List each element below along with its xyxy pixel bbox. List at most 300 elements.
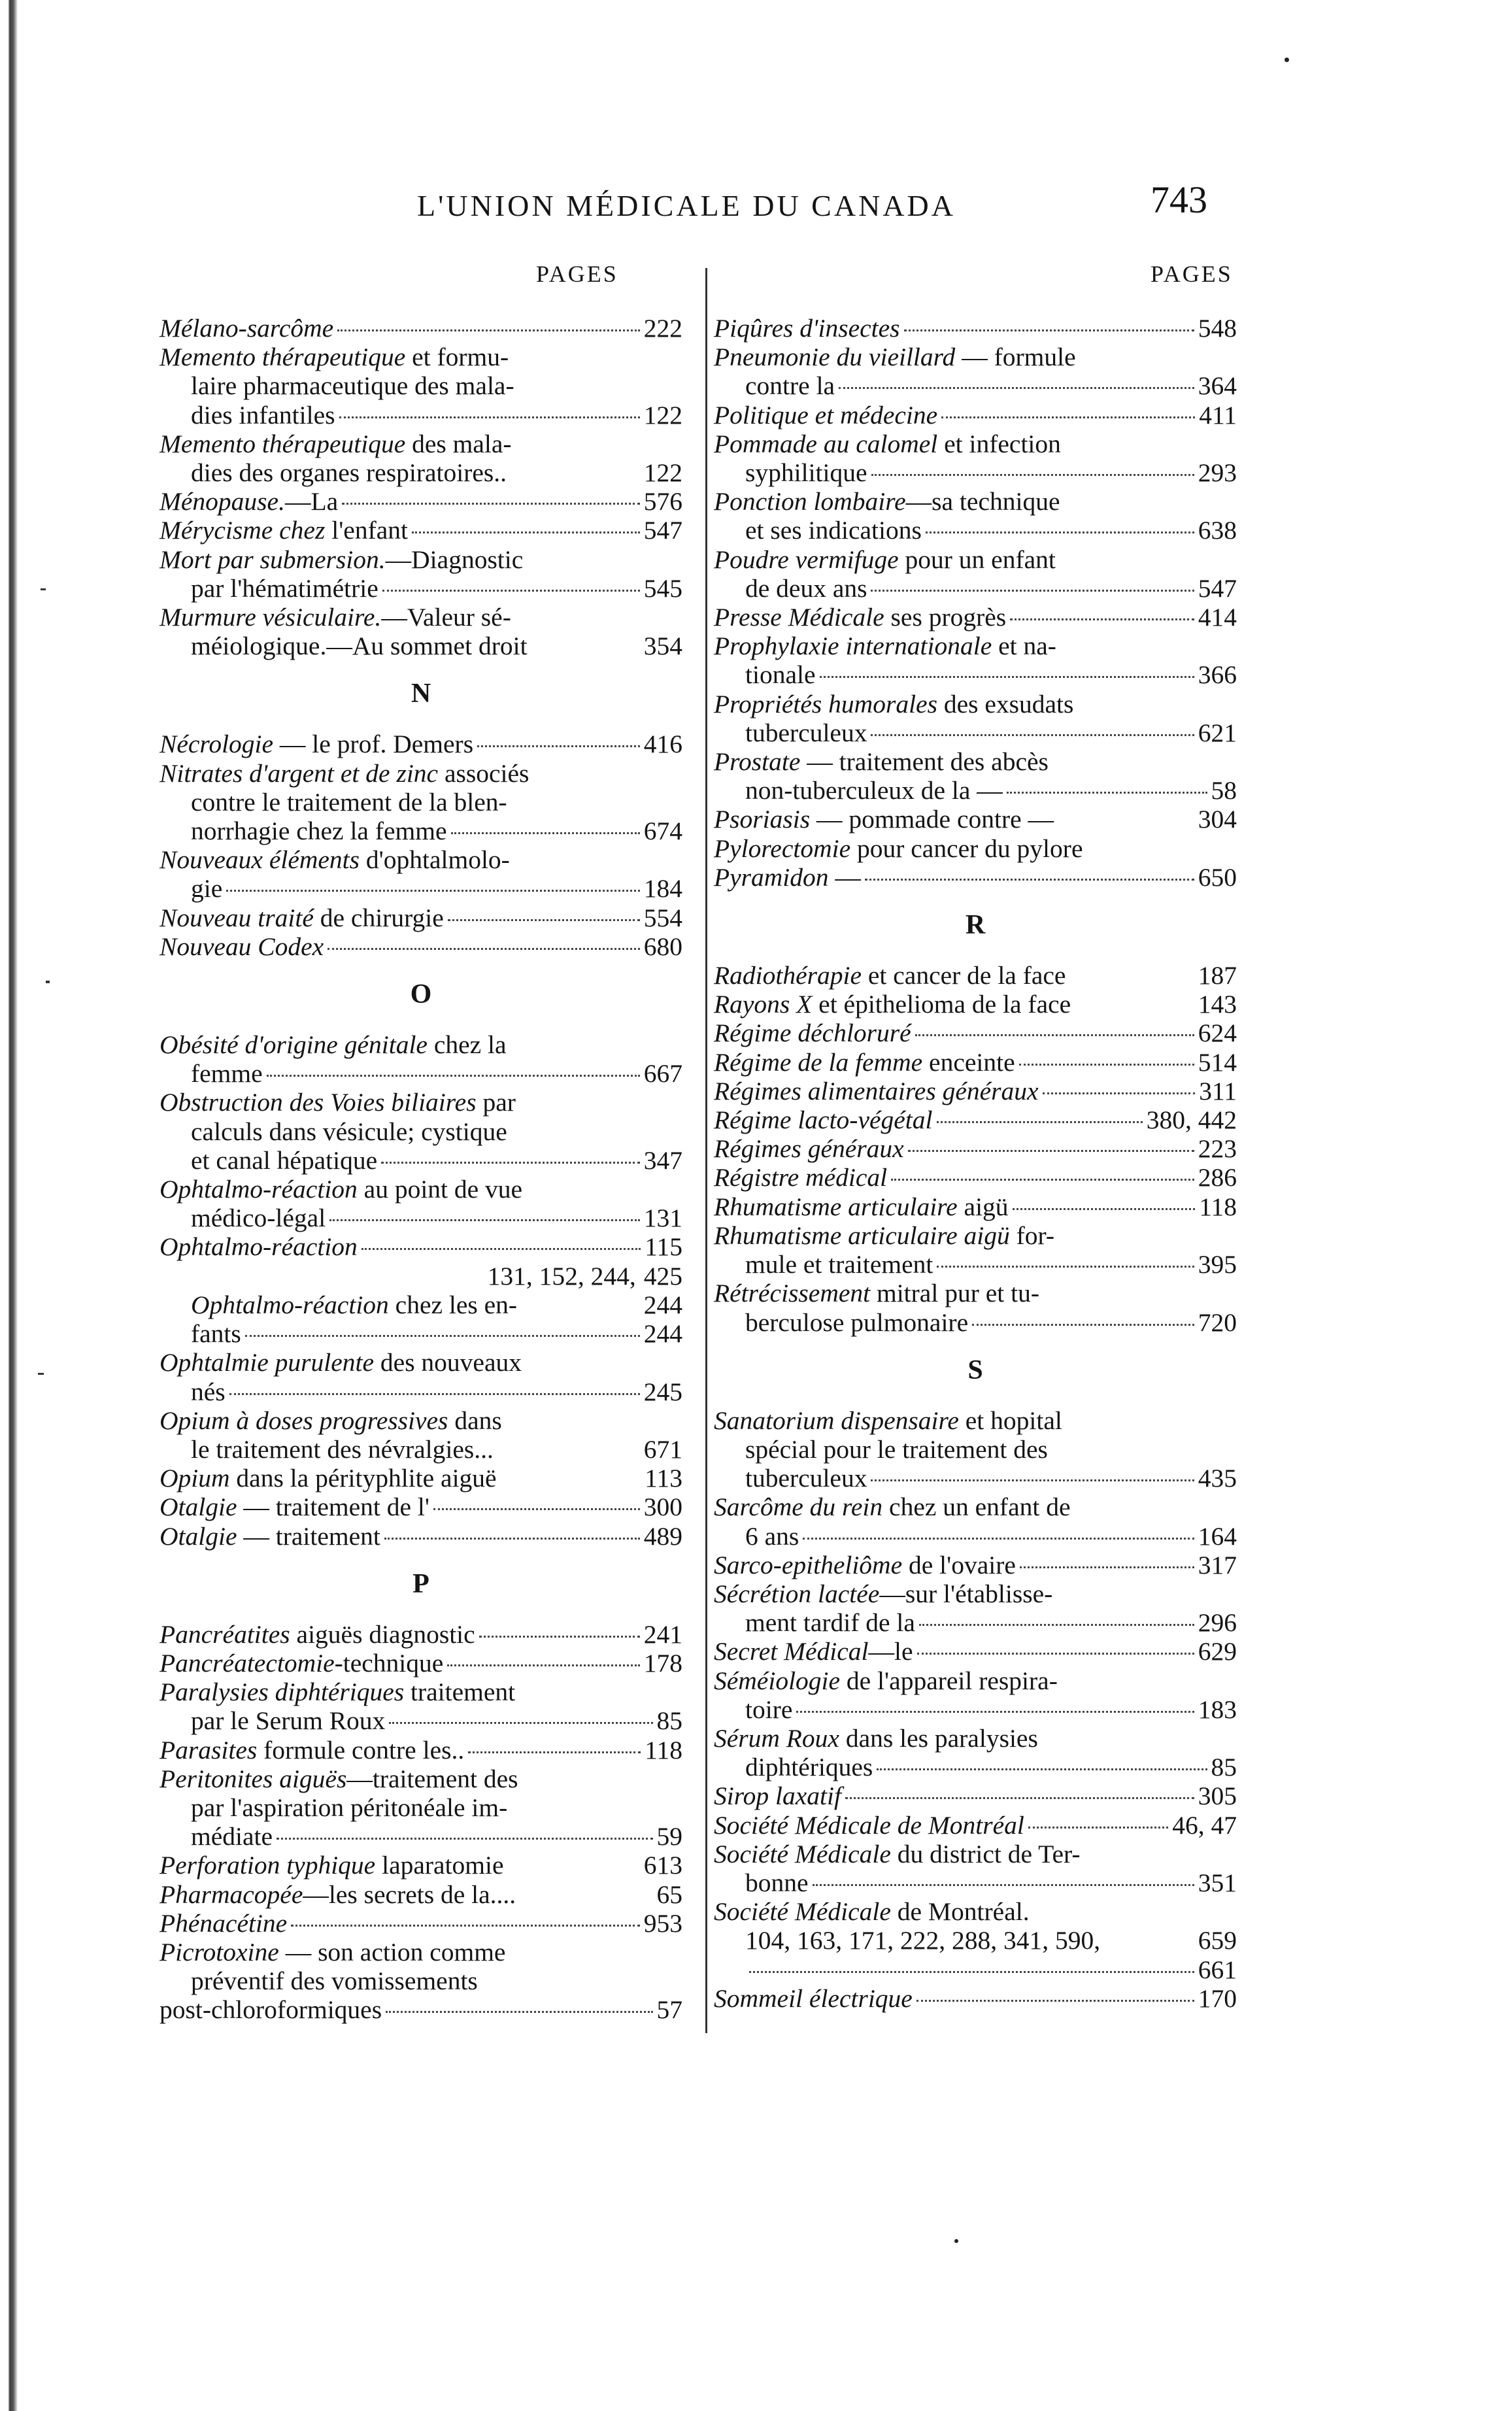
column-divider [705, 268, 707, 2033]
entry-description: chez la [427, 1030, 507, 1060]
entry-text [714, 314, 900, 343]
page-reference: 118 [1199, 1192, 1237, 1221]
index-entry [160, 1995, 682, 2024]
page-reference: 380, 442 [1146, 1105, 1237, 1135]
entry-text [714, 430, 1061, 458]
entry-continuation [160, 632, 682, 660]
entry-text [160, 1620, 475, 1649]
dot-leader [386, 2011, 652, 2013]
page-reference: 115 [645, 1232, 682, 1262]
entry-continuation [160, 1117, 682, 1146]
entry-term: Régistre médical [714, 1163, 888, 1192]
entry-term: Peritonites aiguës [160, 1764, 347, 1793]
entry-continuation [714, 1522, 1237, 1551]
page-reference: 223 [1198, 1134, 1237, 1164]
entry-description: pour un enfant [898, 545, 1056, 574]
dot-leader [337, 329, 640, 331]
entry-text [714, 1163, 887, 1192]
page-reference: 85 [1211, 1753, 1237, 1782]
index-entry [714, 990, 1237, 1019]
dot-leader [891, 1179, 1194, 1181]
entry-term: Rhumatisme articulaire [714, 1192, 958, 1221]
entry-term: Mérycisme chez [160, 516, 326, 545]
continuation-text: 104, 163, 171, 222, 288, 341, 590, [745, 1926, 1101, 1955]
continuation-text: dies infantiles [191, 400, 335, 430]
index-entry [160, 1736, 682, 1764]
continuation-text: par l'aspiration péritonéale im- [191, 1793, 508, 1822]
entry-text [160, 1348, 522, 1377]
entry-text [714, 1579, 1052, 1608]
continuation-text: médico-légal [191, 1204, 326, 1233]
dot-leader [917, 1653, 1194, 1655]
entry-text [160, 1678, 515, 1706]
entry-text [160, 730, 473, 758]
dot-leader [820, 676, 1194, 678]
index-entry [160, 545, 682, 574]
entry-term: Mélano-sarcôme [160, 314, 334, 343]
page-reference: 347 [643, 1145, 682, 1175]
page-reference: 624 [1198, 1019, 1237, 1048]
continuation-text: de deux ans [745, 573, 867, 603]
entry-continuation [160, 371, 682, 400]
index-entry [160, 1764, 682, 1793]
continuation-text: par le Serum Roux [191, 1706, 386, 1736]
page-reference: 244 [643, 1290, 682, 1319]
continuation-text: bonne [745, 1868, 809, 1897]
continuation-text: nés [191, 1377, 226, 1406]
entry-continuation [714, 1955, 1237, 1984]
left-column-heading: PAGES [536, 261, 618, 287]
entry-description: par [476, 1088, 516, 1117]
entry-term: Perforation typhique [160, 1851, 376, 1880]
entry-description: chez un enfant de [882, 1492, 1071, 1522]
entry-continuation [160, 1319, 682, 1348]
index-entry [714, 430, 1237, 458]
entry-term: Régime de la femme [714, 1047, 923, 1077]
page-reference: 720 [1198, 1307, 1237, 1337]
dot-leader [877, 1768, 1207, 1770]
entry-term: Paralysies diphtériques [160, 1678, 405, 1707]
page-reference: 178 [643, 1648, 682, 1678]
page-reference: 411 [1199, 400, 1237, 430]
index-entry [714, 834, 1237, 863]
index-entry [160, 1678, 682, 1706]
index-entry [160, 1088, 682, 1117]
entry-term: Phénacétine [160, 1908, 288, 1938]
continuation-text: médiate [191, 1822, 273, 1851]
entry-term: Presse Médicale [714, 603, 884, 632]
index-entry [714, 690, 1237, 718]
index-entry [160, 903, 682, 932]
dot-leader [229, 1393, 640, 1395]
entry-text [714, 990, 1071, 1019]
entry-term: Sanatorium dispensaire [714, 1406, 959, 1435]
entry-description: for- [1009, 1221, 1055, 1250]
entry-continuation [714, 660, 1237, 689]
dot-leader [1020, 1566, 1194, 1568]
index-entry [160, 730, 682, 758]
index-entry [160, 1406, 682, 1435]
entry-text [160, 603, 511, 632]
entry-description: —sur l'établisse- [879, 1579, 1053, 1608]
index-entry [714, 863, 1237, 892]
index-entry [160, 1030, 682, 1059]
dot-leader [871, 474, 1194, 476]
entry-text [160, 1175, 522, 1204]
entry-description: associés [438, 758, 529, 788]
entry-term: Picrotoxine [160, 1937, 279, 1966]
entry-description: laparatomie [375, 1851, 504, 1880]
entry-text [160, 1492, 429, 1521]
entry-text [160, 1764, 518, 1793]
entry-description: de l'ovaire [902, 1550, 1016, 1579]
index-entry [714, 545, 1237, 574]
entry-text [714, 1048, 1015, 1077]
continuation-text: mule et traitement [745, 1250, 933, 1279]
entry-term: Propriétés humorales [714, 689, 937, 718]
entry-description: et hopital [958, 1406, 1062, 1435]
dot-leader [904, 329, 1194, 331]
dot-leader [941, 416, 1195, 418]
entry-text [160, 1030, 507, 1059]
page-reference: 143 [1198, 990, 1237, 1019]
dot-leader [839, 387, 1194, 389]
entry-term: Nouveaux éléments [160, 845, 360, 875]
entry-text [160, 1088, 516, 1117]
dot-leader [479, 1636, 640, 1638]
entry-text [714, 1551, 1016, 1579]
entry-description: des mala- [405, 429, 512, 458]
page-reference: 650 [1198, 862, 1237, 892]
entry-continuation [714, 1926, 1237, 1955]
entry-description: —traitement des [346, 1764, 518, 1793]
entry-term: Politique et médecine [714, 400, 938, 430]
dot-leader [361, 1248, 641, 1250]
continuation-text: et ses indications [745, 516, 922, 545]
entry-text [714, 343, 1076, 371]
page-reference: 547 [1198, 573, 1237, 603]
continuation-text: fants [191, 1319, 241, 1349]
page-reference: 170 [1198, 1983, 1237, 2013]
entry-description: —Diagnostic [385, 545, 524, 574]
page-reference: 674 [643, 817, 682, 846]
entry-text [160, 1522, 380, 1551]
entry-text [714, 747, 1049, 776]
entry-text [714, 1406, 1062, 1435]
entry-term: Rhumatisme articulaire aigü [714, 1221, 1010, 1250]
index-entry [714, 603, 1237, 632]
entry-continuation [714, 574, 1237, 603]
index-entry [714, 1551, 1237, 1579]
entry-text [160, 430, 512, 458]
section-letter: S [967, 1355, 983, 1385]
dot-leader [915, 1034, 1194, 1036]
entry-term: Régime lacto-végétal [714, 1105, 933, 1135]
dot-leader [291, 1925, 640, 1927]
entry-text [714, 1724, 1038, 1753]
dot-leader [226, 890, 639, 892]
entry-term: Pneumonie du vieillard [714, 343, 956, 372]
continuation-text: syphilitique [745, 458, 867, 488]
entry-term: Memento thérapeutique [160, 429, 406, 458]
index-entry [160, 1851, 682, 1880]
entry-text [160, 1995, 382, 2024]
page-reference: 354 [643, 632, 682, 661]
dot-leader [926, 531, 1194, 533]
page-reference: 187 [1198, 961, 1237, 990]
entry-continuation [714, 1868, 1237, 1897]
entry-description: dans la pérityphlite aiguë [229, 1464, 497, 1493]
dot-leader [908, 1150, 1194, 1152]
index-entry [714, 1897, 1237, 1926]
index-entry [714, 1637, 1237, 1666]
page-speck [1285, 58, 1289, 62]
entry-term: Memento thérapeutique [160, 343, 406, 372]
page-reference: 293 [1198, 458, 1237, 488]
index-entry [714, 1221, 1237, 1250]
dot-leader [328, 948, 640, 950]
entry-text [160, 343, 509, 371]
index-entry [714, 1984, 1237, 2013]
page-reference: 661 [1198, 1955, 1237, 1984]
entry-text [160, 1232, 358, 1261]
entry-continuation [714, 1608, 1237, 1637]
entry-text [714, 545, 1056, 574]
index-entry [160, 932, 682, 961]
page-reference: 366 [1198, 660, 1237, 690]
entry-description: —le [868, 1637, 913, 1666]
entry-description: — [828, 862, 861, 892]
page-reference: 638 [1198, 516, 1237, 545]
entry-term: Obésité d'origine génitale [160, 1030, 428, 1060]
page-reference: 305 [1198, 1781, 1237, 1811]
page-reference: 85 [656, 1706, 682, 1736]
section-letter: R [965, 910, 986, 941]
entry-text [714, 1105, 933, 1134]
dot-leader [916, 2000, 1194, 2002]
entry-text [714, 1984, 913, 2013]
entry-description: du district de Ter- [890, 1839, 1081, 1868]
index-entry [160, 516, 682, 545]
entry-term: Murmure vésiculaire. [160, 603, 382, 632]
index-entry [160, 1232, 682, 1261]
index-entry [714, 632, 1237, 660]
entry-term: Sarco-epitheliôme [714, 1550, 903, 1579]
continuation-text: contre le traitement de la blen- [191, 787, 507, 817]
dot-leader [339, 416, 640, 418]
page-reference: 296 [1198, 1608, 1237, 1638]
dot-leader [972, 1324, 1194, 1326]
entry-term: Opium à doses progressives [160, 1406, 448, 1435]
entry-term: Nitrates d'argent et de zinc [160, 758, 439, 788]
page-reference: 122 [643, 458, 682, 488]
entry-description: des exsudats [937, 689, 1074, 718]
page-reference: 304 [1198, 805, 1237, 834]
page-reference: 364 [1198, 371, 1237, 401]
page-reference: 164 [1198, 1521, 1237, 1551]
entry-term: Rayons X [714, 990, 813, 1019]
entry-text [714, 1492, 1071, 1521]
dot-leader [796, 1711, 1194, 1713]
index-entry [714, 1077, 1237, 1105]
entry-text [714, 834, 1083, 863]
section-letter: N [411, 679, 431, 709]
entry-term: Pommade au calomel [714, 429, 938, 458]
entry-continuation [160, 1262, 682, 1290]
entry-text [160, 545, 523, 574]
entry-text [160, 1938, 505, 1966]
entry-term: Prophylaxie internationale [714, 632, 992, 661]
page-reference: 629 [1198, 1637, 1237, 1666]
entry-description: —sa technique [905, 487, 1060, 516]
page-reference: 59 [656, 1822, 682, 1851]
continuation-text: tuberculeux [745, 1464, 867, 1493]
dot-leader [389, 1722, 652, 1724]
entry-description: — son action comme [278, 1937, 506, 1966]
entry-text [714, 1781, 841, 1810]
entry-term: Sarcôme du rein [714, 1492, 883, 1522]
entry-description: — traitement de l' [237, 1492, 429, 1522]
dot-leader [871, 1479, 1194, 1481]
entry-term: Ponction lombaire [714, 487, 906, 516]
entry-continuation [714, 776, 1237, 805]
dot-leader [277, 1838, 652, 1840]
entry-description: et épithelioma de la face [812, 990, 1071, 1019]
entry-description: chez les en- [388, 1290, 518, 1319]
entry-text [160, 1909, 287, 1938]
entry-continuation [714, 1695, 1237, 1724]
entry-term: Pharmacopée [160, 1880, 303, 1909]
entry-text [160, 759, 529, 788]
entry-continuation [160, 574, 682, 603]
entry-description: et na- [992, 632, 1056, 661]
entry-continuation [714, 1250, 1237, 1279]
entry-continuation [160, 1822, 682, 1851]
entry-continuation [714, 1753, 1237, 1781]
dot-leader [382, 590, 640, 592]
index-entry [714, 1724, 1237, 1753]
index-entry [160, 1492, 682, 1521]
index-entry [714, 1492, 1237, 1521]
page-reference: 122 [643, 400, 682, 430]
continuation-text: non-tuberculeux de la — [745, 776, 1003, 805]
page-reference: 286 [1198, 1163, 1237, 1192]
entry-continuation [160, 1377, 682, 1406]
dot-leader [865, 879, 1194, 881]
dot-leader [813, 1884, 1194, 1886]
entry-term: Pylorectomie [714, 834, 851, 863]
page-reference: 621 [1198, 718, 1237, 747]
entry-continuation [714, 1435, 1237, 1464]
entry-text [714, 805, 1054, 834]
entry-term: Nouveau traité [160, 903, 314, 932]
entry-term: Ophtalmo-réaction [191, 1290, 389, 1319]
entry-text [160, 845, 510, 874]
entry-text [714, 1134, 904, 1163]
index-entry [160, 1620, 682, 1649]
page-reference: 545 [643, 573, 682, 603]
dot-leader [1010, 618, 1194, 620]
page-reference: 554 [643, 903, 682, 932]
index-entry [714, 401, 1237, 430]
index-entry [714, 1811, 1237, 1840]
entry-text [160, 314, 333, 343]
binding-edge [0, 0, 44, 2411]
dot-leader [845, 1797, 1194, 1799]
entry-description: de Montréal. [890, 1897, 1030, 1927]
page-reference: 671 [643, 1434, 682, 1464]
page-reference: 118 [645, 1735, 682, 1764]
dot-leader [937, 1266, 1194, 1268]
page-reference: 183 [1198, 1694, 1237, 1724]
index-entry [714, 487, 1237, 516]
entry-continuation [160, 1146, 682, 1175]
index-entry [714, 1406, 1237, 1435]
entry-continuation [714, 718, 1237, 747]
entry-description: et infection [937, 429, 1061, 458]
continuation-text: diphtériques [745, 1753, 873, 1782]
dot-leader [267, 1075, 640, 1077]
entry-description: dans [448, 1406, 502, 1435]
entry-term: Ophtalmo-réaction [160, 1175, 358, 1204]
page-reference: 57 [656, 1995, 682, 2025]
entry-text [714, 1897, 1030, 1926]
entry-text [714, 1637, 913, 1666]
dot-leader [477, 745, 640, 747]
page-reference: 311 [1199, 1076, 1237, 1105]
entry-description: —La [284, 487, 339, 516]
page-reference: 548 [1198, 314, 1237, 343]
entry-term: Régimes généraux [714, 1134, 904, 1164]
dot-leader [937, 1121, 1143, 1123]
entry-description: — le prof. Demers [273, 730, 474, 759]
entry-description: post-chloroformiques [160, 1995, 382, 2025]
index-entry [714, 1840, 1237, 1868]
entry-continuation [714, 1464, 1237, 1492]
entry-continuation [714, 371, 1237, 400]
page-reference: 416 [643, 730, 682, 759]
entry-text [714, 487, 1060, 516]
entry-continuation [160, 1290, 682, 1319]
page-reference: 667 [643, 1059, 682, 1088]
entry-term: Société Médicale [714, 1839, 891, 1868]
entry-description: de l'appareil respira- [840, 1666, 1058, 1695]
index-entry [160, 603, 682, 632]
page-reference: 241 [643, 1619, 682, 1649]
entry-text [714, 603, 1006, 632]
page-reference: 46, 47 [1172, 1810, 1237, 1840]
entry-description: mitral pur et tu- [870, 1279, 1039, 1308]
entry-description: enceinte [922, 1047, 1015, 1077]
index-entry [160, 1880, 682, 1909]
entry-description: pour cancer du pylore [850, 834, 1083, 863]
index-entry [160, 759, 682, 788]
continuation-text: le traitement des névralgies... [191, 1434, 494, 1464]
index-entry [160, 1175, 682, 1204]
entry-term: Régimes alimentaires généraux [714, 1076, 1039, 1105]
index-entry [160, 487, 682, 516]
index-entry [714, 1105, 1237, 1134]
page-reference: 680 [643, 932, 682, 961]
entry-text [714, 1192, 1009, 1221]
dot-leader [1007, 792, 1207, 794]
index-entry [160, 314, 682, 343]
entry-description: l'enfant [325, 516, 409, 545]
entry-text [714, 863, 861, 892]
entry-continuation [160, 788, 682, 817]
dot-leader [342, 503, 640, 505]
entry-text [714, 1811, 1024, 1840]
